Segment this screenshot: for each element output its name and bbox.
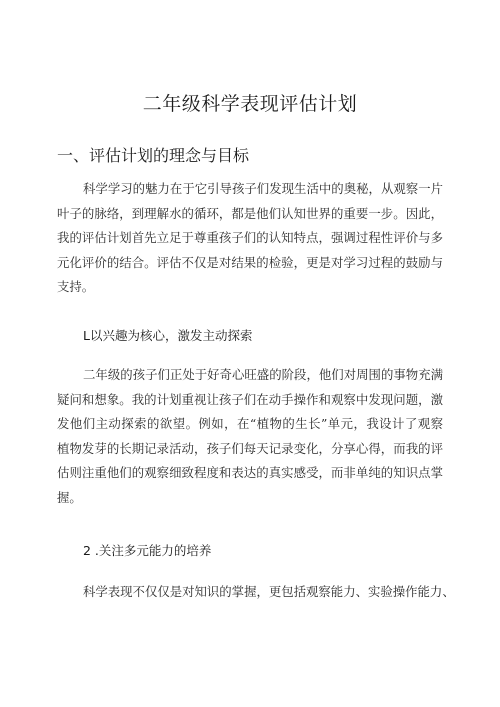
paragraph-line: 植物发芽的长期记录活动，孩子们每天记录变化，分享心得，而我的评 <box>57 440 443 456</box>
document-title: 二年级科学表现评估计划 <box>142 93 358 115</box>
paragraph-line: 估则注重他们的观察细致程度和表达的真实感受，而非单纯的知识点掌 <box>57 465 443 481</box>
intro-paragraph <box>57 177 443 300</box>
interest-paragraph <box>57 363 443 511</box>
paragraph-line: 支持。 <box>57 279 95 295</box>
paragraph-line: 元化评价的结合。评估不仅是对结果的检验，更是对学习过程的鼓励与 <box>57 254 443 270</box>
subsection-heading-abilities: 2 .关注多元能力的培养 <box>83 543 212 558</box>
abilities-paragraph <box>57 580 455 605</box>
paragraph-line: 疑问和想象。我的计划重视让孩子们在动手操作和观察中发现问题，激 <box>57 391 443 407</box>
paragraph-line: 发他们主动探索的欲望。例如，在“植物的生长”单元，我设计了观察 <box>57 416 443 432</box>
paragraph-line: 叶子的脉络，到理解水的循环，都是他们认知世界的重要一步。因此， <box>57 205 443 221</box>
paragraph-line: 科学表现不仅仅是对知识的掌握，更包括观察能力、实验操作能力、 <box>83 584 455 599</box>
paragraph-line: 二年级的孩子们正处于好奇心旺盛的阶段，他们对周围的事物充满 <box>83 367 443 382</box>
paragraph-line: 我的评估计划首先立足于尊重孩子们的认知特点，强调过程性评价与多 <box>57 230 443 246</box>
subsection-heading-interest: L以兴趣为核心，激发主动探索 <box>83 328 253 343</box>
section-heading: 一、评估计划的理念与目标 <box>57 146 250 165</box>
paragraph-line: 握。 <box>57 489 82 505</box>
paragraph-line: 科学学习的魅力在于它引导孩子们发现生活中的奥秘，从观察一片 <box>83 181 443 196</box>
